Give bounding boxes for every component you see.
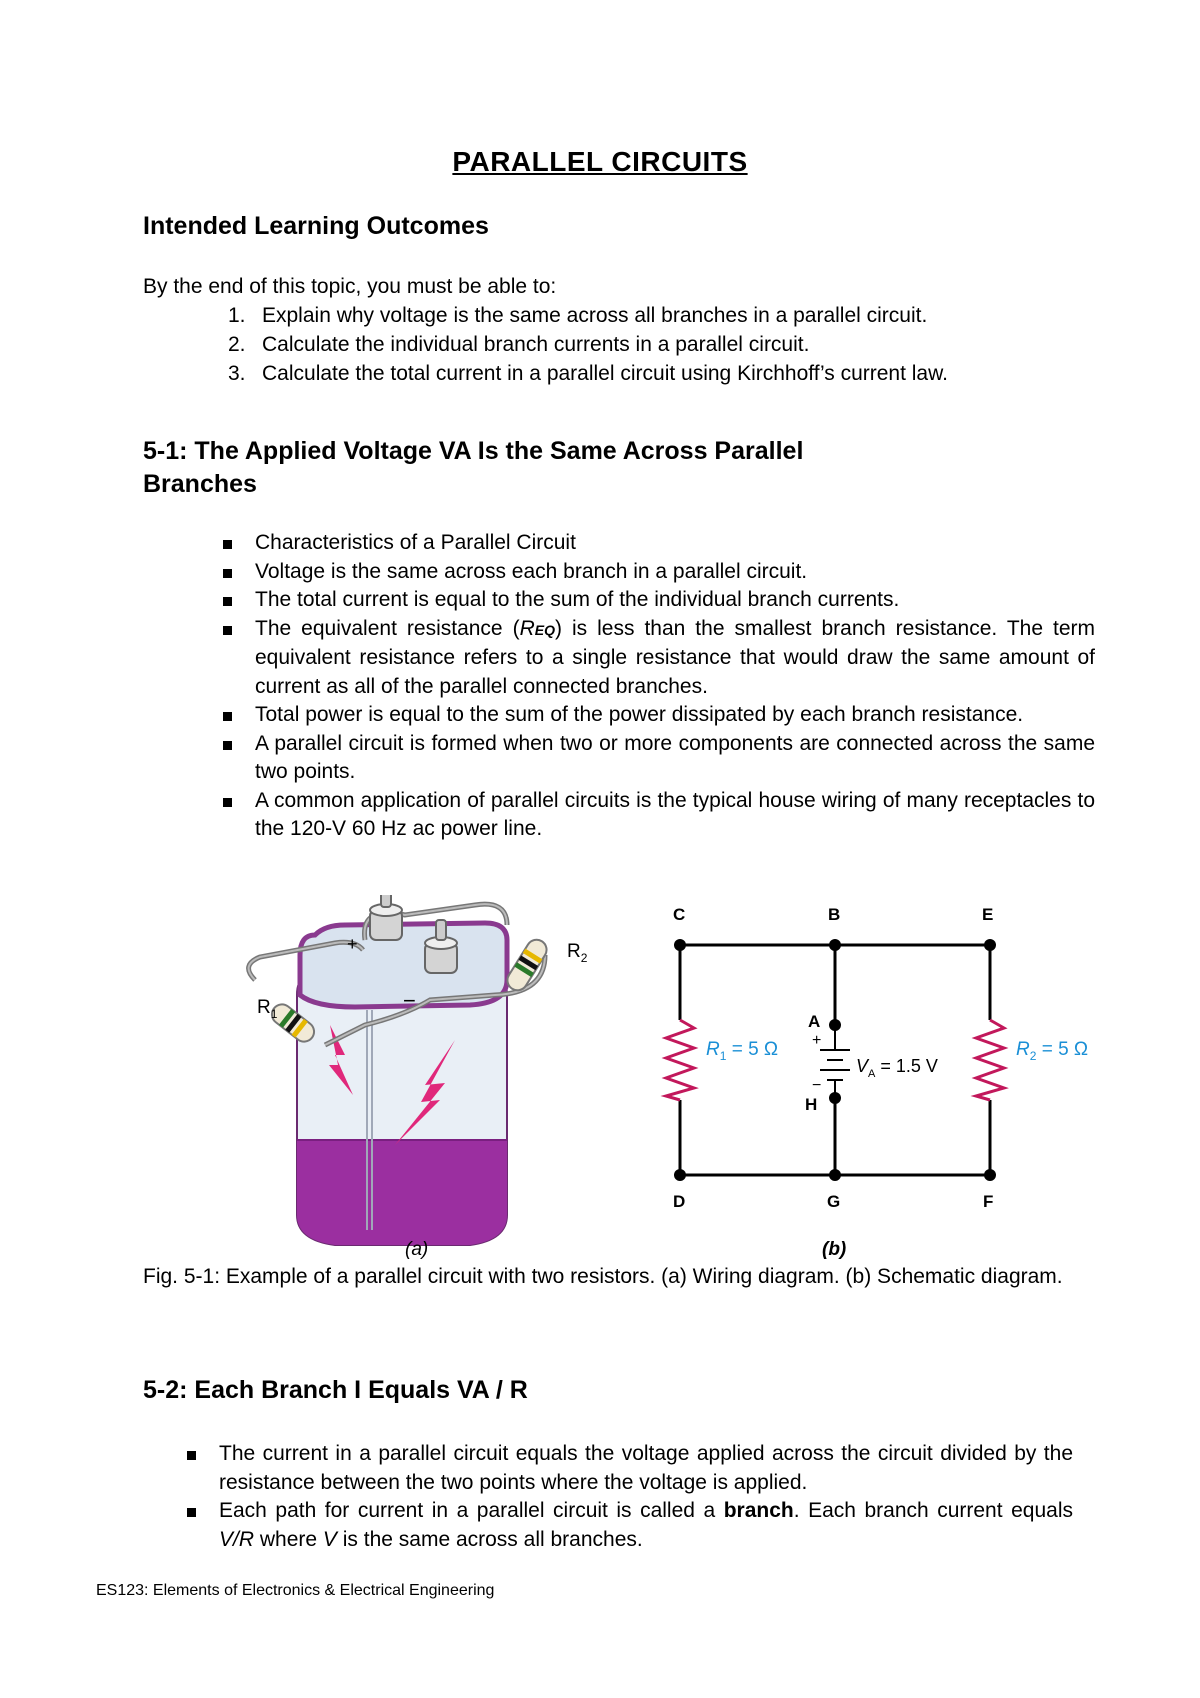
va-value-label: $V_A = 1.5$ V bbox=[856, 1056, 938, 1080]
list-item: Each path for current in a parallel circuit is called a branch. Each branch current equals V/R where V is the same across all branches. bbox=[183, 1497, 1073, 1554]
list-item: Total power is equal to the sum of the power dissipated by each branch resistance. bbox=[219, 701, 1095, 730]
caption-b: (b) bbox=[822, 1239, 847, 1260]
battery-terminal bbox=[370, 895, 402, 940]
page-footer: ES123: Elements of Electronics & Electrical Engineering bbox=[96, 1582, 495, 1599]
ilo-heading: Intended Learning Outcomes bbox=[143, 212, 489, 240]
wiring-diagram bbox=[245, 895, 645, 1265]
schematic-diagram bbox=[660, 900, 1100, 1260]
list-item: Voltage is the same across each branch in a parallel circuit. bbox=[219, 558, 1095, 587]
list-item: 2. Calculate the individual branch currents in a parallel circuit. bbox=[228, 333, 810, 356]
r2-resistor bbox=[976, 1020, 1004, 1100]
section-5-2-bullets bbox=[183, 1440, 1073, 1554]
list-item: 1. Explain why voltage is the same across all branches in a parallel circuit. bbox=[228, 304, 928, 327]
battery-bottom-band bbox=[297, 1140, 507, 1245]
ilo-intro: By the end of this topic, you must be able to: bbox=[143, 275, 557, 298]
r1-resistor bbox=[666, 1020, 694, 1100]
list-item: A parallel circuit is formed when two or more components are connected across the same two points. bbox=[219, 730, 1095, 787]
list-item: The equivalent resistance (REQ) is less than the smallest branch resistance. The term equivalent resistance refers to a single resistance that would draw the same amount of current as all of the parallel connected branches. bbox=[219, 615, 1095, 702]
node-f: F bbox=[983, 1192, 994, 1211]
node-b: B bbox=[828, 905, 841, 924]
battery-minus: − bbox=[812, 1077, 822, 1094]
section-5-2-heading: 5-2: Each Branch I Equals VA / R bbox=[143, 1376, 528, 1404]
node-e: E bbox=[982, 905, 994, 924]
figure-caption: Fig. 5-1: Example of a parallel circuit with two resistors. (a) Wiring diagram. (b) Schematic diagram. bbox=[143, 1265, 1063, 1288]
node-g: G bbox=[827, 1192, 841, 1211]
list-item: A common application of parallel circuits is the typical house wiring of many receptacles to the 120-V 60 Hz ac power line. bbox=[219, 787, 1095, 844]
plus-sign: + bbox=[347, 934, 358, 954]
r1-label: $R_1$ bbox=[257, 997, 278, 1021]
battery-symbol bbox=[820, 1030, 850, 1095]
r1-value-label: $R_1 = 5$ Ω bbox=[706, 1039, 779, 1063]
node-d: D bbox=[673, 1192, 686, 1211]
node-h: H bbox=[805, 1095, 818, 1114]
node-c: C bbox=[673, 905, 686, 924]
ilo-list bbox=[218, 301, 948, 388]
caption-a: (a) bbox=[405, 1239, 429, 1260]
list-item: Characteristics of a Parallel Circuit bbox=[219, 529, 1095, 558]
list-item: The current in a parallel circuit equals the voltage applied across the circuit divided by the resistance between the two points where the voltage is applied. bbox=[183, 1440, 1073, 1497]
section-5-1-bullets bbox=[219, 529, 1095, 844]
r2-value-label: $R_2 = 5$ Ω bbox=[1016, 1039, 1089, 1063]
section-5-1-heading: 5-1: The Applied Voltage VA Is the Same Across Parallel Branches bbox=[143, 437, 804, 498]
node-a: A bbox=[808, 1012, 821, 1031]
battery-plus: + bbox=[812, 1032, 822, 1049]
page-title: PARALLEL CIRCUITS bbox=[452, 146, 748, 177]
minus-sign: − bbox=[403, 988, 416, 1013]
list-item: 3. Calculate the total current in a parallel circuit using Kirchhoff’s current law. bbox=[228, 362, 948, 385]
list-item: The total current is equal to the sum of the individual branch currents. bbox=[219, 586, 1095, 615]
r2-label: $R_2$ bbox=[567, 941, 588, 965]
